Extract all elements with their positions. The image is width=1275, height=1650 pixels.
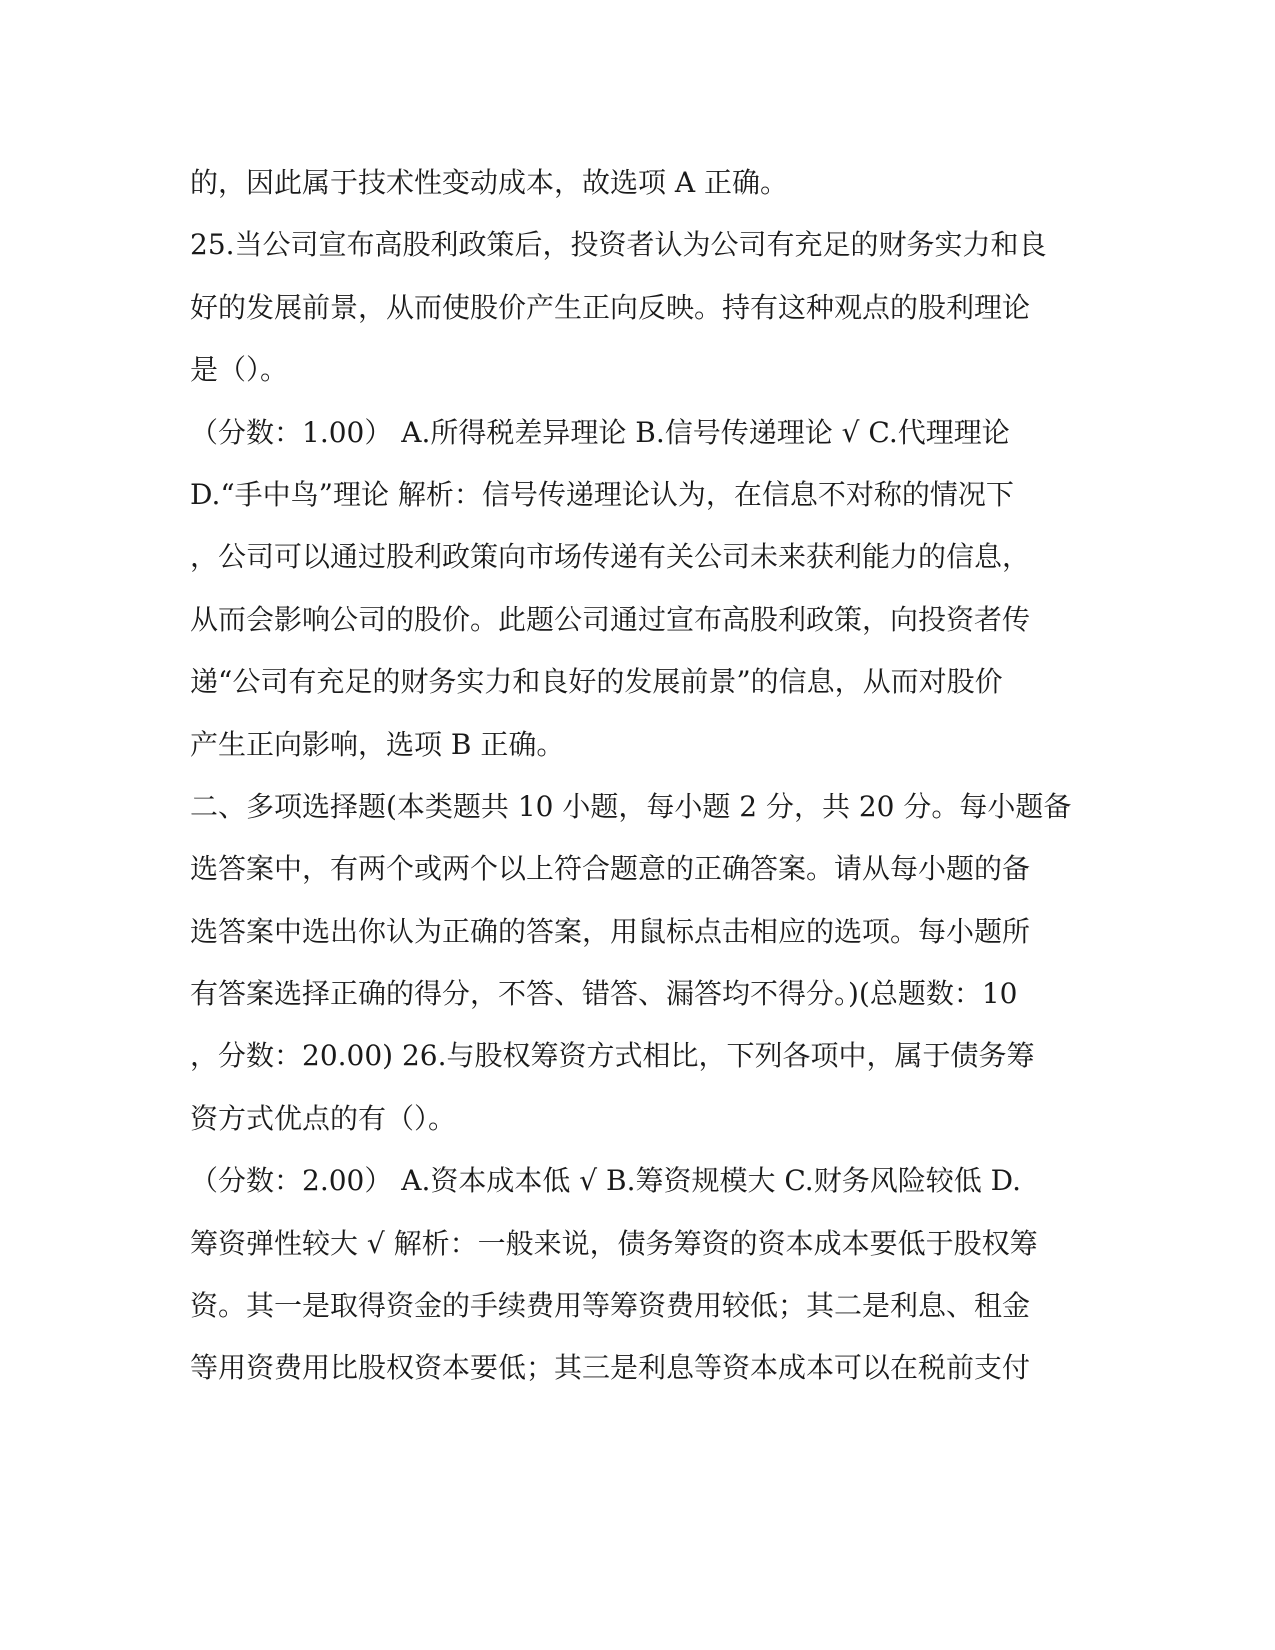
- body-text: [190, 152, 1090, 1400]
- text-line: 好的发展前景，从而使股价产生正向反映。持有这种观点的股利理论: [190, 290, 1031, 324]
- text-line: 等用资费用比股权资本要低；其三是利息等资本成本可以在税前支付: [190, 1351, 1031, 1385]
- text-line: ，公司可以通过股利政策向市场传递有关公司未来获利能力的信息，: [190, 540, 1031, 574]
- text-line: 选答案中，有两个或两个以上符合题意的正确答案。请从每小题的备: [190, 852, 1031, 886]
- text-line: （分数：2.00） A.资本成本低 √ B.筹资规模大 C.财务风险较低 D.: [190, 1164, 1021, 1198]
- text-line: （分数：1.00） A.所得税差异理论 B.信号传递理论 √ C.代理理论: [190, 415, 1010, 449]
- text-line: 资方式优点的有（）。: [190, 1101, 457, 1135]
- text-line: 25.当公司宣布高股利政策后，投资者认为公司有充足的财务实力和良: [190, 228, 1047, 262]
- text-line: 二、多项选择题(本类题共 10 小题，每小题 2 分，共 20 分。每小题备: [190, 789, 1072, 823]
- text-line: 资。其一是取得资金的手续费用等筹资费用较低；其二是利息、租金: [190, 1289, 1031, 1323]
- text-line: D.“手中鸟”理论 解析：信号传递理论认为，在信息不对称的情况下: [190, 477, 1014, 511]
- text-line: 有答案选择正确的得分，不答、错答、漏答均不得分。)(总题数：10: [190, 977, 1018, 1011]
- text-line: 是（）。: [190, 353, 289, 387]
- text-line: ，分数：20.00) 26.与股权筹资方式相比，下列各项中，属于债务筹: [190, 1039, 1035, 1073]
- text-line: 筹资弹性较大 √ 解析：一般来说，债务筹资的资本成本要低于股权筹: [190, 1226, 1038, 1260]
- text-line: 的，因此属于技术性变动成本，故选项 A 正确。: [190, 166, 789, 199]
- text-line: 产生正向影响，选项 B 正确。: [190, 727, 565, 761]
- text-line: 从而会影响公司的股价。此题公司通过宣布高股利政策，向投资者传: [190, 602, 1031, 636]
- text-line: 递“公司有充足的财务实力和良好的发展前景”的信息，从而对股价: [190, 665, 1003, 699]
- text-line: 选答案中选出你认为正确的答案，用鼠标点击相应的选项。每小题所: [190, 914, 1031, 948]
